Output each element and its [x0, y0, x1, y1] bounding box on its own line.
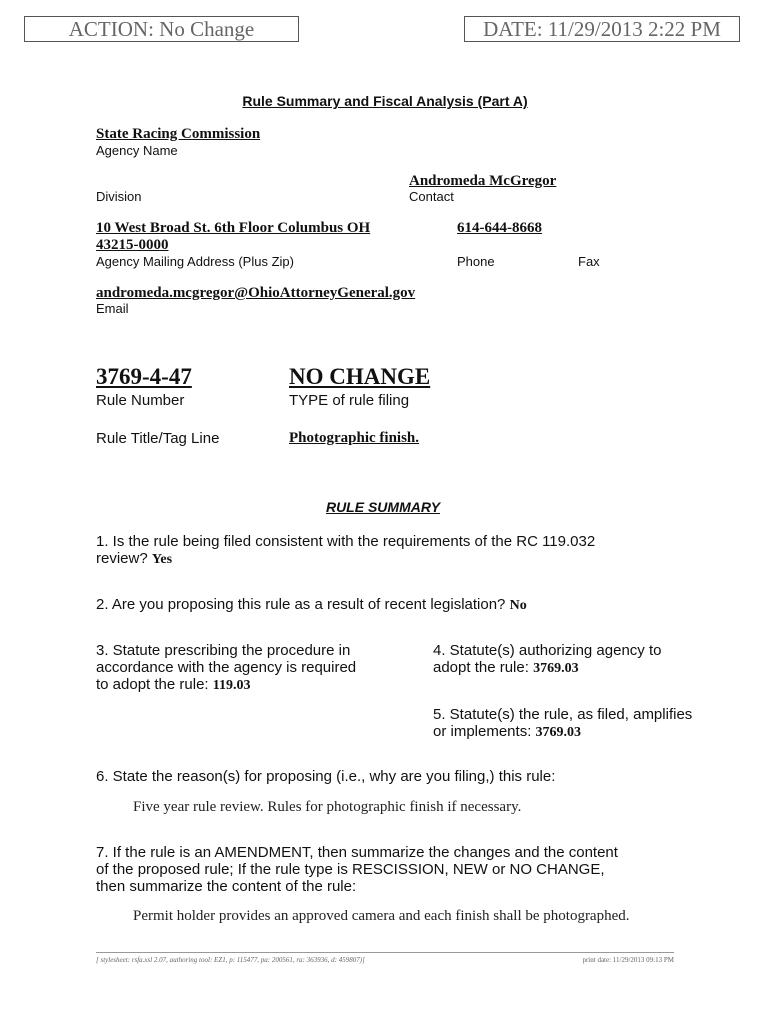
fax-label: Fax [578, 254, 600, 269]
email-address: andromeda.mcgregor@OhioAttorneyGeneral.gov [96, 285, 416, 301]
question-6: 6. State the reason(s) for proposing (i.e., why are you filing,) this rule: [96, 768, 556, 785]
question-4-answer: 3769.03 [533, 661, 579, 676]
date-text: DATE: 11/29/2013 2:22 PM [483, 17, 721, 41]
agency-name-label: Agency Name [96, 143, 178, 158]
question-1 [96, 533, 595, 568]
question-7-line3: then summarize the content of the rule: [96, 878, 357, 895]
question-2-text: 2. Are you proposing this rule as a result of recent legislation? [96, 596, 506, 613]
question-5-line2 [433, 723, 692, 741]
action-box [24, 16, 299, 42]
phone-label: Phone [457, 254, 495, 269]
question-4-line1: 4. Statute(s) authorizing agency to [433, 642, 662, 659]
question-5-line1: 5. Statute(s) the rule, as filed, amplifies [433, 706, 693, 723]
date-box [464, 16, 740, 42]
agency-name: State Racing Commission [96, 126, 261, 142]
question-3-line2: accordance with the agency is required [96, 659, 357, 676]
question-1-review-text: review? [96, 550, 148, 567]
page-title: Rule Summary and Fiscal Analysis (Part A) [242, 93, 528, 109]
footer-stylesheet-info: [ stylesheet: rsfa.xsl 2.07, authoring tool: EZ1, p: 115477, pa: 200561, ra: 363936, d: 459807)] [96, 956, 365, 964]
rule-number-label: Rule Number [96, 392, 185, 409]
rule-summary-heading: RULE SUMMARY [325, 499, 441, 515]
footer-divider [96, 952, 674, 953]
question-1-line1: 1. Is the rule being filed consistent with the requirements of the RC 119.032 [96, 533, 596, 550]
action-text: ACTION: No Change [68, 17, 255, 41]
rule-title: Photographic finish. [289, 430, 420, 446]
rule-type-label: TYPE of rule filing [289, 392, 410, 409]
address-line2: 43215-0000 [96, 237, 169, 253]
question-3-line3 [96, 676, 356, 694]
question-5-line2-text: or implements: [433, 723, 532, 740]
address-label: Agency Mailing Address (Plus Zip) [96, 254, 294, 269]
question-4-line2-text: adopt the rule: [433, 659, 529, 676]
contact-label: Contact [409, 189, 454, 204]
question-7-line1: 7. If the rule is an AMENDMENT, then summarize the changes and the content [96, 844, 618, 861]
question-6-answer: Five year rule review. Rules for photographic finish if necessary. [133, 799, 522, 815]
question-4 [433, 642, 661, 677]
question-5 [433, 706, 692, 741]
question-1-answer: Yes [151, 552, 173, 567]
rule-type: NO CHANGE [289, 364, 431, 389]
question-3-line3-text: to adopt the rule: [96, 676, 209, 693]
question-4-line2 [433, 659, 661, 677]
rule-title-label: Rule Title/Tag Line [96, 430, 220, 447]
question-2 [96, 596, 527, 614]
question-7-line2: of the proposed rule; If the rule type is RESCISSION, NEW or NO CHANGE, [96, 861, 605, 878]
division-label: Division [96, 189, 142, 204]
rule-number: 3769-4-47 [96, 364, 192, 389]
email-label: Email [96, 301, 129, 316]
question-7-answer: Permit holder provides an approved camera and each finish shall be photographed. [133, 908, 630, 924]
question-3 [96, 642, 356, 694]
phone-number: 614-644-8668 [457, 220, 542, 236]
question-7 [96, 844, 618, 895]
footer-print-date: print date: 11/29/2013 09:13 PM [582, 956, 674, 964]
address-line1: 10 West Broad St. 6th Floor Columbus OH [96, 220, 371, 236]
question-3-answer: 119.03 [212, 678, 251, 693]
question-5-answer: 3769.03 [535, 725, 582, 740]
question-2-answer: No [509, 598, 527, 613]
contact-name: Andromeda McGregor [409, 173, 557, 189]
question-3-line1: 3. Statute prescribing the procedure in [96, 642, 351, 659]
question-1-line2 [96, 550, 595, 568]
